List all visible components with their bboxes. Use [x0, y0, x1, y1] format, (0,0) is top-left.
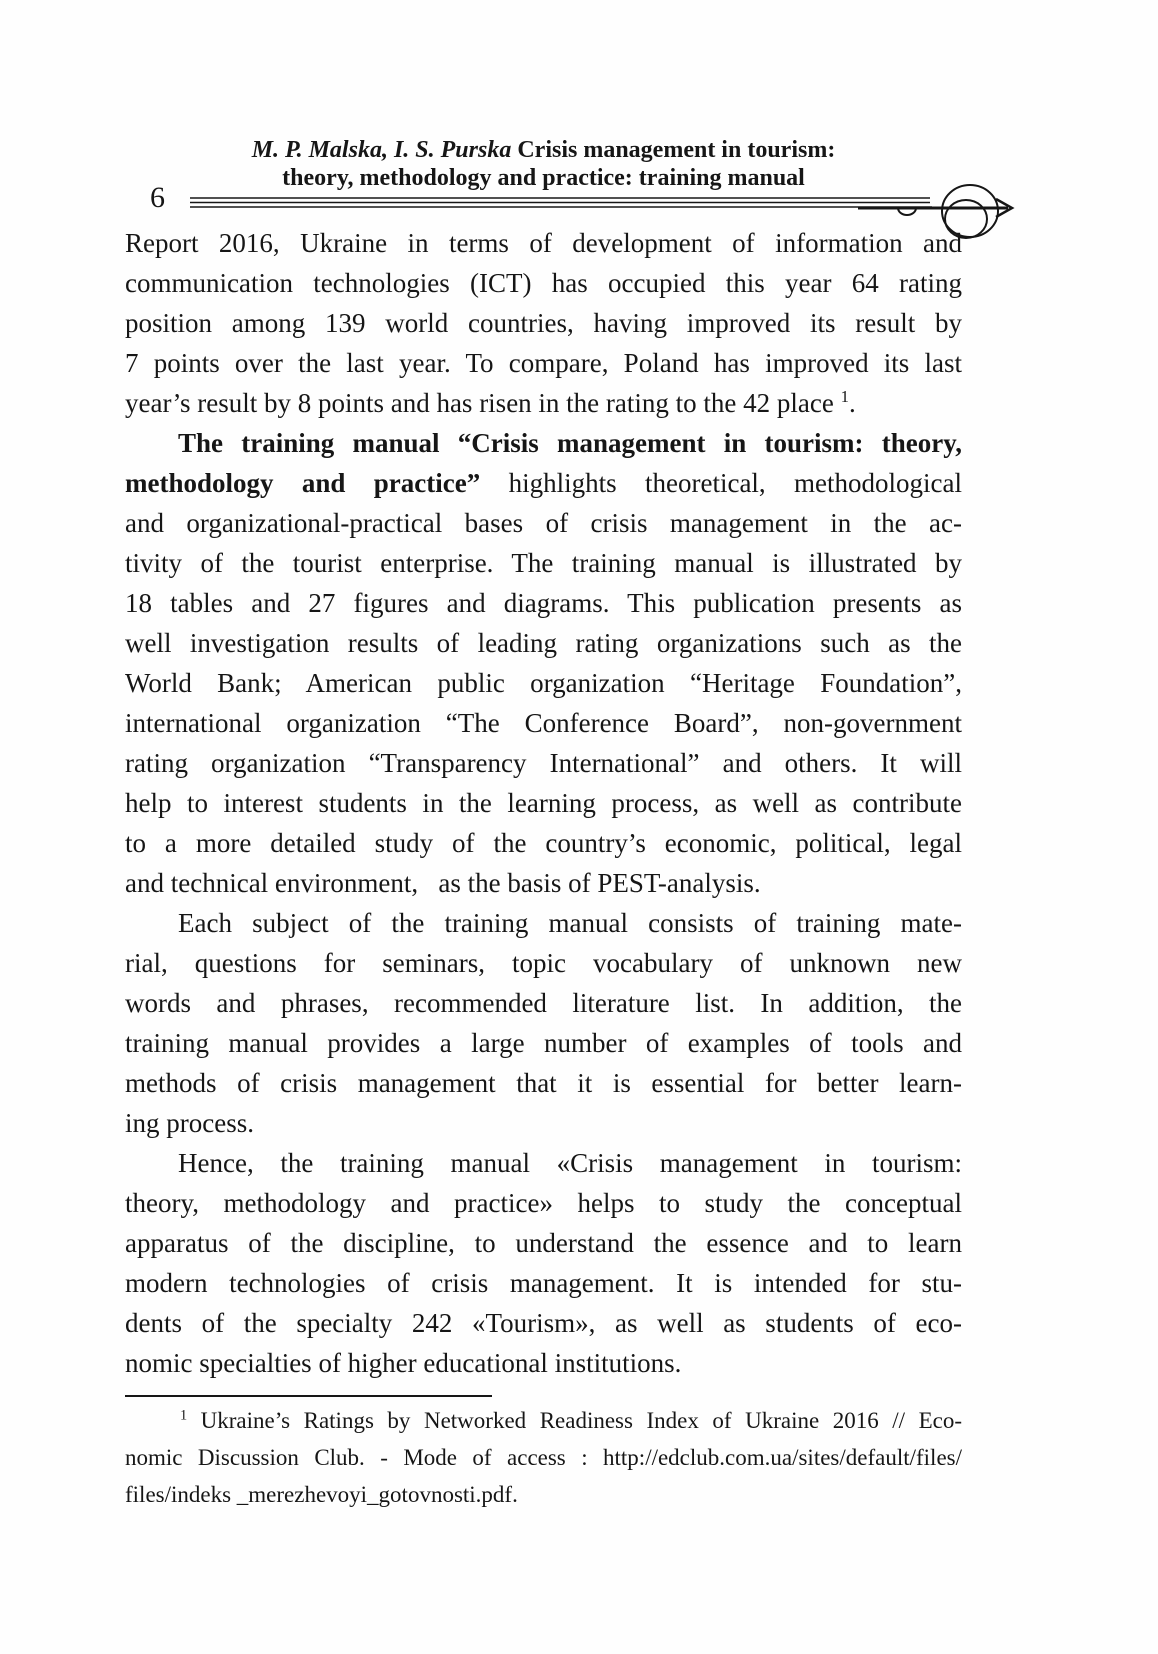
text-line: [125, 1476, 962, 1513]
text-line: [125, 903, 962, 943]
text-run: theory, methodology and practice: training manual: [282, 165, 805, 191]
text-run: Each subject of the training manual consists of training mate-: [178, 908, 962, 938]
text-line: [125, 583, 962, 623]
text-line: [125, 663, 962, 703]
text-run: year’s result by 8 points and has risen in the rating to the 42 place: [125, 388, 841, 418]
text-line: [125, 1103, 962, 1143]
text-line: [125, 543, 962, 583]
text-line: [125, 223, 962, 263]
text-run: words and phrases, recommended literature list. In addition, the: [125, 988, 962, 1018]
text-line: [125, 343, 962, 383]
footnote: [125, 1402, 962, 1513]
text-run: nomic specialties of higher educational institutions.: [125, 1348, 682, 1378]
text-line: [125, 1303, 962, 1343]
text-run: rating organization “Transparency International” and others. It will: [125, 748, 962, 778]
text-run: and organizational-practical bases of crisis management in the ac-: [125, 508, 962, 538]
text-run: 18 tables and 27 figures and diagrams. This publication presents as: [125, 588, 962, 618]
text-run: dents of the specialty 242 «Tourism», as well as students of eco-: [125, 1308, 962, 1338]
text-run: training manual provides a large number of examples of tools and: [125, 1028, 962, 1058]
footnote-reference: 1: [180, 1407, 188, 1424]
text-line: [125, 863, 962, 903]
body-text: [125, 223, 962, 1383]
footnote-separator: [125, 1395, 492, 1397]
text-run: theory, methodology and practice» helps to study the conceptual: [125, 1188, 962, 1218]
text-line: [125, 1263, 962, 1303]
page-number: 6: [150, 181, 165, 214]
text-line: [125, 1183, 962, 1223]
text-line: [125, 1063, 962, 1103]
text-run: files/indeks _merezhevoyi_gotovnosti.pdf.: [125, 1482, 518, 1507]
text-run: apparatus of the discipline, to understand the essence and to learn: [125, 1228, 962, 1258]
text-line: [125, 503, 962, 543]
text-line: [125, 943, 962, 983]
text-line: [125, 783, 962, 823]
text-line: [125, 823, 962, 863]
text-line: [125, 1402, 962, 1439]
text-run: help to interest students in the learning process, as well as contribute: [125, 788, 962, 818]
text-run: World Bank; American public organization “Heritage Foundation”,: [125, 668, 962, 698]
text-run: .: [848, 388, 856, 418]
text-line: [125, 1023, 962, 1063]
text-line: [125, 1439, 962, 1476]
text-run: M. P. Malska, I. S. Purska: [251, 137, 518, 163]
text-run: Ukraine’s Ratings by Networked Readiness Index of Ukraine 2016 // Eco-: [187, 1408, 962, 1433]
text-line: [125, 263, 962, 303]
text-line: [125, 423, 962, 463]
paragraph: [125, 223, 962, 423]
text-run: well investigation results of leading rating organizations such as the: [125, 628, 962, 658]
text-line: [125, 623, 962, 663]
text-line: [125, 1343, 962, 1383]
text-run: highlights theoretical, methodological: [480, 468, 962, 498]
text-run: ing process.: [125, 1108, 254, 1138]
text-run: to a more detailed study of the country’s economic, political, legal: [125, 828, 962, 858]
text-run: and technical environment, as the basis of PEST-analysis.: [125, 868, 761, 898]
text-run: Crisis management in tourism:: [517, 137, 836, 163]
text-line: [125, 983, 962, 1023]
paragraph: [125, 423, 962, 903]
text-run: position among 139 world countries, having improved its result by: [125, 308, 962, 338]
text-line: [125, 1143, 962, 1183]
text-run: Report 2016, Ukraine in terms of development of information and: [125, 228, 962, 258]
text-run: modern technologies of crisis management. It is intended for stu-: [125, 1268, 962, 1298]
text-run: methodology and practice”: [125, 468, 481, 498]
text-line: [125, 136, 962, 164]
text-run: communication technologies (ICT) has occupied this year 64 rating: [125, 268, 962, 298]
text-run: methods of crisis management that it is essential for better learn-: [125, 1068, 962, 1098]
text-line: [125, 303, 962, 343]
text-run: 7 points over the last year. To compare, Poland has improved its last: [125, 348, 962, 378]
text-run: The training manual “Crisis management in tourism: theory,: [178, 428, 962, 458]
footnote-reference: 1: [840, 387, 849, 406]
paragraph: [125, 1143, 962, 1383]
text-line: [125, 463, 962, 503]
paragraph: [125, 903, 962, 1143]
text-run: nomic Discussion Club. - Mode of access : http://edclub.com.ua/sites/default/files/: [125, 1445, 962, 1470]
text-run: international organization “The Conference Board”, non-government: [125, 708, 962, 738]
text-run: Hence, the training manual «Crisis management in tourism:: [178, 1148, 962, 1178]
text-line: [125, 1223, 962, 1263]
text-run: rial, questions for seminars, topic vocabulary of unknown new: [125, 948, 962, 978]
text-line: [125, 703, 962, 743]
text-line: [125, 383, 962, 423]
text-run: tivity of the tourist enterprise. The training manual is illustrated by: [125, 548, 962, 578]
text-line: [125, 743, 962, 783]
